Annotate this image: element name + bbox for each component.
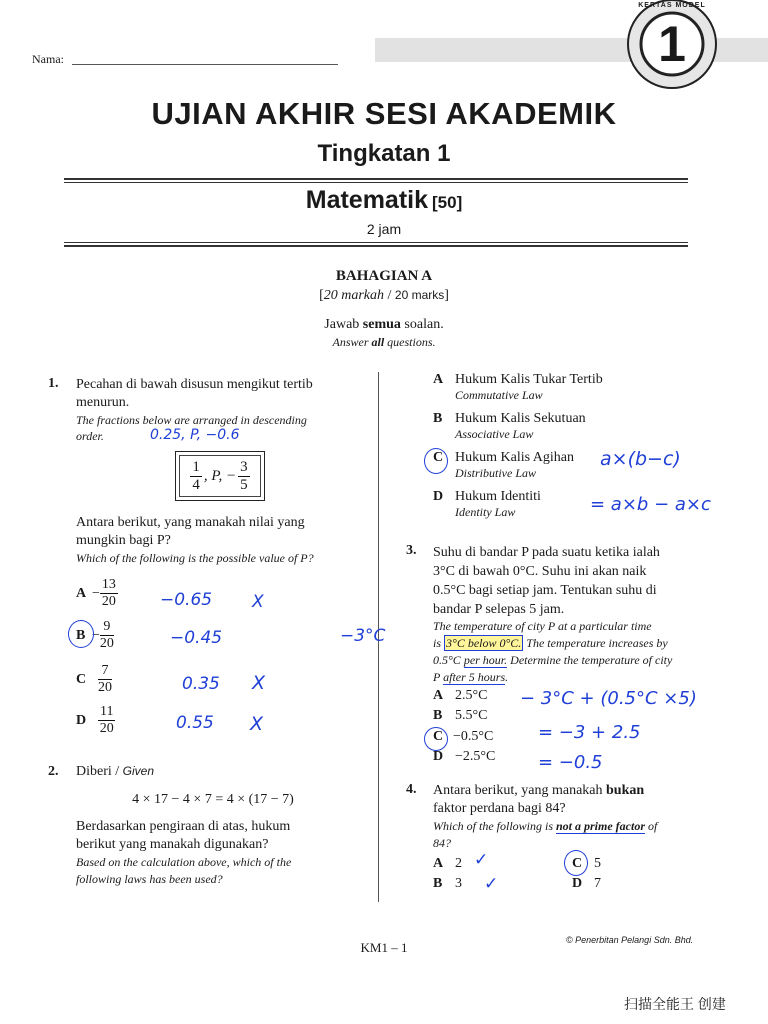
q2-stem-english: Based on the calculation above, which of the following laws has been used? [76,855,292,886]
q3-option-b[interactable]: B 5.5°C [433,708,488,723]
q2-given: Diberi / Given [76,764,155,779]
title-rule-bottom-2 [64,245,688,247]
q1-stem-english: The fractions below are arranged in descending order. [76,413,307,443]
q1-stem-malay: Pecahan di bawah disusun mengikut tertib menurun. [76,377,313,410]
subject-name: Matematik [305,186,429,214]
q4-stem-english: Which of the following is not a prime factor of 84? [433,819,658,850]
q2-answer-circle [424,448,448,474]
marks-english: 20 marks [394,288,445,302]
q1-fraction-box-inner [179,455,261,497]
scanner-watermark: 扫描全能王 创建 [624,996,726,1012]
q3-stem-malay: Suhu di bandar P pada suatu ketika ialah 3°C di bawah 0°C. Suhu ini akan naik 0.5°C bagi setiap jam. Tentukan suhu di bandar P selepas 5 jam. [433,545,660,617]
section-title: BAHAGIAN A [335,268,433,284]
q2-number: 2. [48,764,59,779]
subject-marks: [50] [432,193,463,212]
q4-option-b[interactable]: B 3 [433,876,462,891]
title-rule-bottom [64,242,688,243]
title-rule-top-2 [64,182,688,183]
form-level: Tingkatan 1 [317,140,451,167]
section-marks: [20 markah / 20 marks] [319,288,449,303]
q3-answer-circle [424,727,448,751]
hw-calc-2: = −3 + 2.5 [538,722,641,743]
hw-tick-a: ✓ [474,850,489,870]
subject-line [0,186,768,215]
hw-approx: 0.25, P, −0.6 [150,427,240,443]
q3-option-d[interactable]: D −2.5°C [433,749,496,764]
q1-fraction-mid: , P, − [203,467,237,484]
q1-answer-circle [68,620,94,648]
q1-option-c[interactable]: C $\frac{7}{20}$ [76,663,112,695]
instruction-malay: Jawab semua soalan. [324,317,444,332]
badge-text: KERTAS MODEL [638,2,706,9]
hw-law-2: = a×b − a×c [590,494,711,515]
hw-q1-c-cross: X [252,672,266,694]
q1-fraction-1: $\frac{1}{4}$ [192,458,200,493]
hw-q1-d-cross: X [250,713,264,735]
q1-option-b[interactable]: B − $\frac{9}{20}$ [76,619,114,651]
q4-option-d[interactable]: D 7 [572,876,601,891]
q2-option-d[interactable]: D Hukum Identiti Identity Law [433,489,541,519]
q2-option-a[interactable]: A Hukum Kalis Tukar Tertib Commutative Law [433,372,603,402]
q2-stem-malay: Berdasarkan pengiraan di atas, hukum berikut yang manakah digunakan? [76,819,291,852]
q1-fraction-box [175,451,265,501]
q3-number: 3. [406,543,417,558]
hw-q1-a-cross: X [252,592,264,612]
hw-law-1: a×(b−c) [600,448,681,470]
hw-q1-a: −0.65 [160,590,213,610]
q3-highlight: 3°C below 0°C. [446,636,522,650]
instruction-english: Answer all questions. [332,335,436,349]
q1-question-malay: Antara berikut, yang manakah nilai yang mungkin bagi P? [76,515,305,548]
q4-stem-malay: Antara berikut, yang manakah bukan faktor perdana bagi 84? [433,783,645,816]
q2-equation: 4 × 17 − 4 × 7 = 4 × (17 − 7) [132,792,294,807]
q1-question-english: Which of the following is the possible value of P? [76,551,314,565]
duration: 2 jam [366,221,402,237]
hw-calc-1: − 3°C + (0.5°C ×5) [520,688,697,709]
q1-option-a[interactable]: A − $\frac{13}{20}$ [76,577,116,609]
q4-option-c[interactable]: C 5 [572,856,601,871]
q2-option-c[interactable]: C Hukum Kalis Agihan Distributive Law [433,450,574,480]
title-rule-top [64,178,688,180]
model-paper-badge [624,0,720,96]
q4-option-a[interactable]: A 2 [433,856,462,871]
marks-malay: 20 markah [323,288,385,303]
badge-number: 1 [658,16,686,72]
q3-option-a[interactable]: A 2.5°C [433,688,488,703]
hw-q1-d: 0.55 [176,713,214,733]
page-number: KM1 – 1 [360,940,408,955]
q1-fraction-2: $\frac{3}{5}$ [240,458,248,493]
q1-option-d[interactable]: D $\frac{11}{20}$ [76,704,114,736]
hw-margin-note: −3°C [340,626,386,646]
publisher-credit: © Penerbitan Pelangi Sdn. Bhd. [566,935,694,945]
q1-number: 1. [48,376,59,391]
q3-stem-english: The temperature of city P at a particular time is 3°C below 0°C. The temperature increases by 0.5°C per hour. Determine the temperature of city P after 5 hours. [433,619,673,684]
q2-option-b[interactable]: B Hukum Kalis Sekutuan Associative Law [433,411,586,441]
q3-option-c[interactable]: C −0.5°C [433,729,494,744]
hw-q1-c: 0.35 [182,674,220,694]
q4-number: 4. [406,782,417,797]
name-label: Nama: [32,52,64,66]
exam-title: UJIAN AKHIR SESI AKADEMIK [151,96,617,131]
q4-answer-circle [564,850,588,876]
hw-q1-b: −0.45 [170,628,223,648]
hw-calc-3: = −0.5 [538,752,603,773]
hw-tick-b: ✓ [484,874,499,894]
name-line [72,64,338,65]
